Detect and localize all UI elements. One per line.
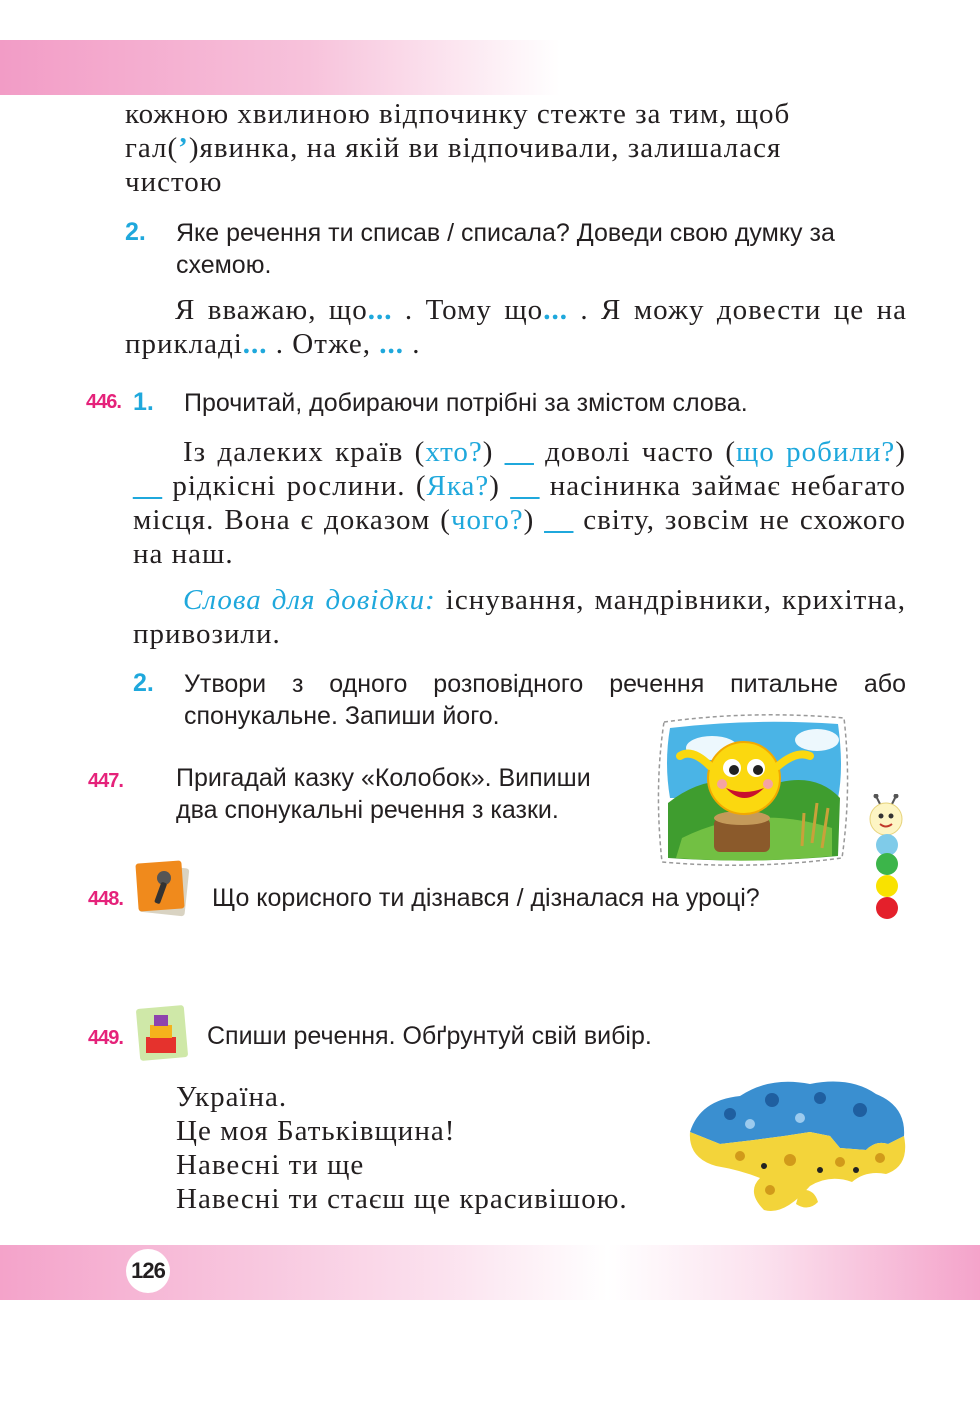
traffic-dot-red bbox=[876, 897, 898, 919]
task-449-text: Спиши речення. Обґрунтуй свій вибір. bbox=[207, 1022, 652, 1050]
task-446-sub1-number: 1. bbox=[133, 388, 154, 416]
ukraine-map-illustration bbox=[680, 1070, 912, 1222]
task-446-sub1-text: Прочитай, добираючи потрібні за змістом слова. bbox=[184, 389, 748, 417]
task-446-number: 446. bbox=[86, 391, 121, 413]
task-446-sub2-number: 2. bbox=[133, 669, 154, 697]
reference-words: Слова для довідки: існування, мандрівники, крихітна, привозили. bbox=[133, 584, 906, 650]
task-449-number: 449. bbox=[88, 1027, 123, 1049]
kolobok-illustration bbox=[652, 708, 852, 868]
sentence-4: Навесні ти стаєш ще красивішою. bbox=[176, 1183, 628, 1215]
task-445-sub2-number: 2. bbox=[125, 218, 146, 246]
sentence-2: Це моя Батьківщина! bbox=[176, 1115, 456, 1147]
caterpillar-icon bbox=[866, 794, 906, 838]
blocks-icon bbox=[132, 1003, 190, 1063]
traffic-dot-green bbox=[876, 853, 898, 875]
top-band bbox=[0, 40, 560, 95]
reasoning-scheme: Я вважаю, що... . Тому що... . Я можу довести це на прикладі... . Отже, ... . bbox=[125, 294, 907, 360]
sentence-3: Навесні ти ще bbox=[176, 1149, 365, 1181]
task-446-passage: Із далеких країв (хто?) __ доволі часто (що робили?) __ рідкісні рослини. (Яка?) __ насінинка займає небагато місця. Вона є доказом (чого?) __ світу, зовсім не схожого на наш. bbox=[133, 436, 906, 570]
microphone-icon bbox=[133, 858, 191, 918]
intro-paragraph: кожною хвилиною відпочинку стежте за тим, щоб гал(’)явинка, на якій ви відпочивали, залишалася чистою bbox=[125, 98, 791, 198]
task-447-number: 447. bbox=[88, 770, 123, 792]
page-number: 126 bbox=[126, 1249, 170, 1293]
traffic-dot-yellow bbox=[876, 875, 898, 897]
task-448-text: Що корисного ти дізнався / дізналася на уроці? bbox=[212, 884, 760, 912]
sentence-1: Україна. bbox=[176, 1081, 288, 1113]
task-447-text: Пригадай казку «Колобок». Випиши два спонукальні речення з казки. bbox=[176, 764, 591, 824]
task-449-sentences bbox=[176, 1080, 736, 1216]
task-448-number: 448. bbox=[88, 888, 123, 910]
task-446-sub2-text: Утвори з одного розповідного речення питальне або спонукальне. Запиши його. bbox=[184, 670, 906, 730]
task-445-sub2-text: Яке речення ти списав / списала? Доведи свою думку за схемою. bbox=[176, 219, 835, 279]
